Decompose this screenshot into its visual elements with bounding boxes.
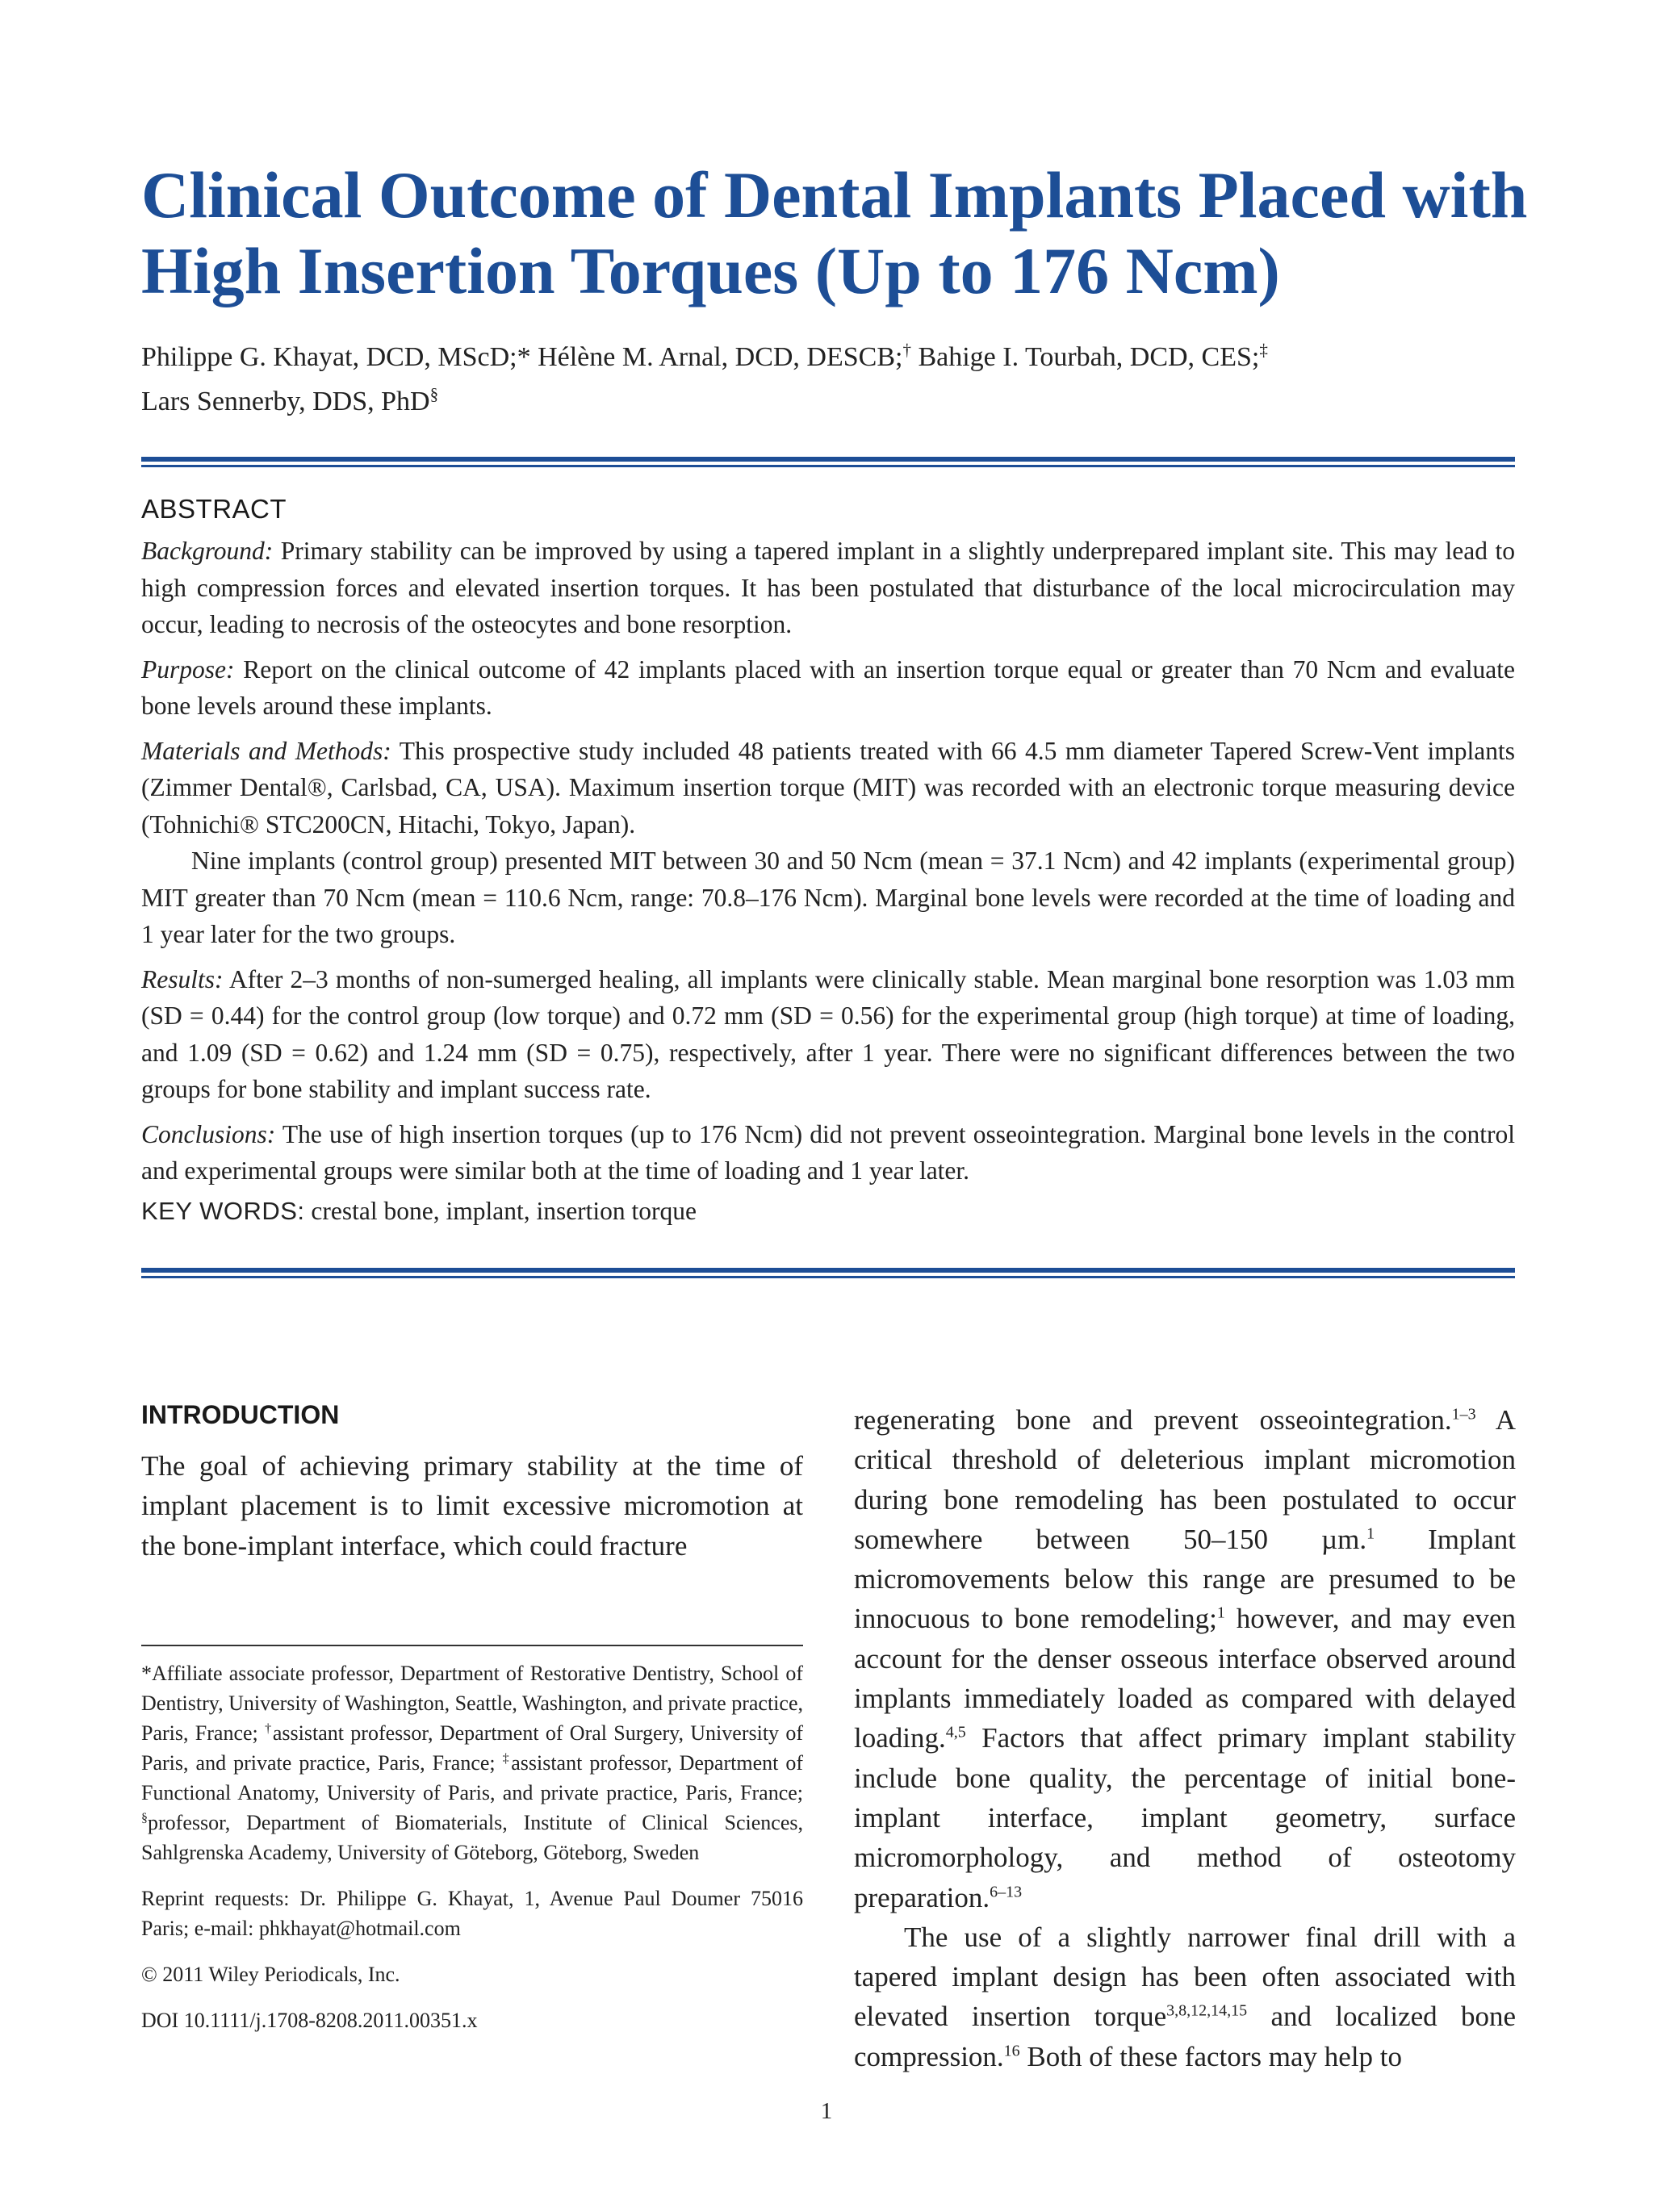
page-number: 1: [820, 2098, 833, 2124]
author-mark: §: [429, 384, 439, 404]
citation: 3,8,12,14,15: [1166, 2001, 1248, 2020]
abstract-methods-continued: Nine implants (control group) presented MIT between 30 and 50 Ncm (mean = 37.1 Ncm) and 42 implants (experimental group) MIT greater than 70 Ncm (mean = 110.6 Ncm, range: 70.8–176 Ncm). Marginal bone levels were recorded at the time of loading and 1 year later for the two groups.: [141, 847, 1515, 948]
abstract-results: [141, 961, 1515, 1108]
author-arnal: Hélène M. Arnal, DCD, DESCB;: [530, 342, 903, 372]
introduction-column-1: [141, 1446, 803, 1566]
citation: 1: [1216, 1604, 1225, 1622]
introduction-heading: INTRODUCTION: [141, 1400, 340, 1429]
citation: 6–13: [990, 1882, 1023, 1900]
citation: 1: [1366, 1524, 1375, 1543]
results-label: Results:: [141, 964, 224, 993]
purpose-label: Purpose:: [141, 654, 235, 684]
background-label: Background:: [141, 537, 274, 565]
footnotes: [141, 1658, 803, 2051]
methods-label: Materials and Methods:: [141, 736, 391, 765]
copyright: © 2011 Wiley Periodicals, Inc.: [141, 1963, 400, 1986]
intro-paragraph-1-continued: regenerating bone and prevent osseointegration.$^{1-3}$ A critical threshold of deleterious implant micromotion during bone remodeling has been postulated to occur somewhere between 50–150 µm.$^1$ Implant micromovements below this range are presumed to be innocuous to bone remodeling;$^1$ however, and may even account for the denser osseous interface observed around implants immediately loaded as compared with delayed loading.$^{4,5}$ Factors that affect primary implant stability include bone quality, the percentage of initial bone-implant interface, implant geometry, surface micromorphology, and method of osteotomy preparation.$^{6-13}$: [854, 1404, 1516, 1913]
introduction-column-2: [854, 1400, 1516, 2076]
author-mark: †: [902, 340, 911, 360]
background-text: Primary stability can be improved by using a tapered implant in a slightly underprepared implant site. This may lead to high compression forces and elevated insertion torques. It has been postulated that disturbance of the local microcirculation may occur, leading to necrosis of the osteocytes and bone resorption.: [141, 537, 1515, 638]
author-tourbah: Bahige I. Tourbah, DCD, CES;: [910, 342, 1260, 372]
footnote-rule: [141, 1645, 803, 1646]
abstract-background: [141, 533, 1515, 643]
article-title: Clinical Outcome of Dental Implants Placed with High Insertion Torques (Up to 176 Ncm): [141, 158, 1528, 307]
abstract-purpose: [141, 651, 1515, 725]
keywords: [141, 1193, 1515, 1230]
author-khayat: Philippe G. Khayat, DCD, MScD;: [141, 342, 517, 372]
author-list: [141, 335, 1546, 424]
keywords-text: crestal bone, implant, insertion torque: [304, 1196, 697, 1225]
citation: 16: [1003, 2042, 1020, 2060]
keywords-label: KEY WORDS:: [141, 1196, 305, 1225]
abstract-methods: [141, 733, 1515, 843]
abstract-heading: ABSTRACT: [141, 494, 287, 524]
citation: 1–3: [1451, 1405, 1476, 1424]
results-text: After 2–3 months of non-sumerged healing, all implants were clinically stable. Mean marginal bone resorption was 1.03 mm (SD = 0.44) for the control group (low torque) and 0.72 mm (SD = 0.56) for the experimental group (high torque) at time of loading, and 1.09 (SD = 0.62) and 1.24 mm (SD = 0.75), respectively, after 1 year. There were no significant differences between the two groups for bone stability and implant success rate.: [141, 964, 1515, 1103]
abstract-conclusions: [141, 1116, 1515, 1190]
conclusions-text: The use of high insertion torques (up to 176 Ncm) did not prevent osseointegration. Marginal bone levels in the control and experimental groups were similar both at the time of loading and 1 year later.: [141, 1119, 1515, 1185]
author-mark: *: [517, 342, 531, 372]
author-mark: ‡: [1259, 340, 1268, 360]
methods-text: This prospective study included 48 patients treated with 66 4.5 mm diameter Tapered Screw-Vent implants (Zimmer Dental®, Carlsbad, CA, USA). Maximum insertion torque (MIT) was recorded with an electronic torque measuring device (Tohnichi® STC200CN, Hitachi, Tokyo, Japan).: [141, 736, 1516, 838]
citation: 4,5: [945, 1723, 966, 1742]
abstract-body: [141, 533, 1515, 1237]
affiliations: *Affiliate associate professor, Department of Restorative Dentistry, School of Dentistry, University of Washington, Seattle, Washington, and private practice, Paris, France; †assistant professor, Department of Oral Surgery, University of Paris, and private practice, Paris, France; ‡assistant professor, Department of Functional Anatomy, University of Paris, and private practice, Paris, France; §professor, Department of Biomaterials, Institute of Clinical Sciences, Sahlgrenska Academy, University of Göteborg, Göteborg, Sweden: [141, 1662, 804, 1864]
author-sennerby: Lars Sennerby, DDS, PhD: [141, 387, 430, 416]
intro-paragraph-1: The goal of achieving primary stability at the time of implant placement is to limit excessive micromotion at the bone-implant interface, which could fracture: [141, 1450, 803, 1562]
intro-paragraph-2: The use of a slightly narrower final drill with a tapered implant design has been often associated with elevated insertion torque$^{3,8,12,14,15}$ and localized bone compression.$^{16}$ Both of these factors may help to: [854, 1921, 1516, 2072]
conclusions-label: Conclusions:: [141, 1119, 276, 1148]
doi: DOI 10.1111/j.1708-8208.2011.00351.x: [141, 2009, 478, 2032]
top-double-rule: [141, 457, 1515, 468]
reprint-requests: Reprint requests: Dr. Philippe G. Khayat, 1, Avenue Paul Doumer 75016 Paris; e-mail: phkhayat@hotmail.com: [141, 1887, 803, 1940]
bottom-double-rule: [141, 1268, 1515, 1279]
purpose-text: Report on the clinical outcome of 42 implants placed with an insertion torque equal or greater than 70 Ncm and evaluate bone levels around these implants.: [141, 654, 1515, 720]
